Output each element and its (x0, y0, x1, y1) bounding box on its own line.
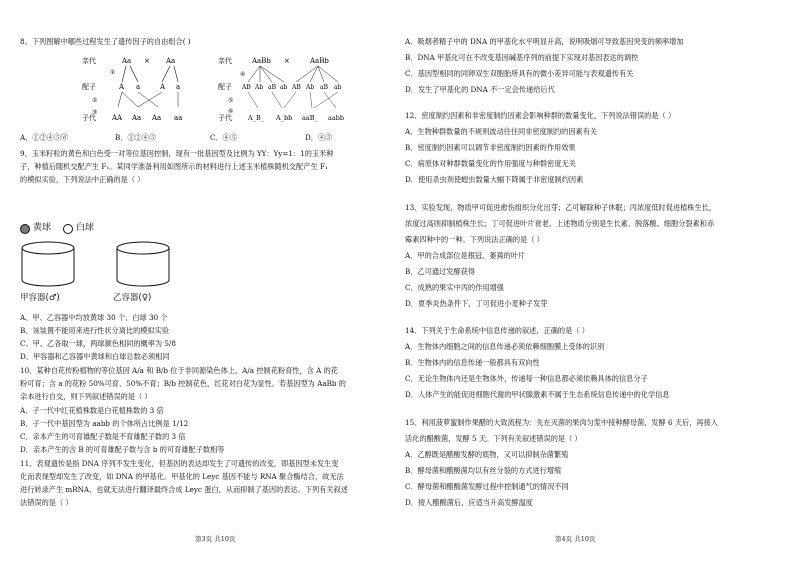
cross-sign: × (144, 57, 150, 65)
parent-label: 亲代 (82, 57, 96, 65)
question-13-stem-line: 霉素四种中的一种。下列说法正确的是（ ） (405, 235, 544, 244)
step-4: ④ (240, 71, 246, 78)
offspring: A_bb (276, 114, 293, 122)
container-a-label: 甲容器(♂) (20, 293, 60, 303)
offspring: Aa (132, 114, 142, 122)
step-6: ⑥ (228, 108, 234, 115)
question-8-stem: 8、下列图解中哪些过程发生了遗传因子的自由组合( ) (20, 37, 191, 46)
question-10-option-c[interactable]: C．亲本产生的可育雄配子数是不育雄配子数的 3 倍 (20, 432, 186, 441)
step-5: ⑤ (228, 97, 234, 104)
gamete: Ab (306, 84, 315, 91)
gamete: aB (268, 84, 276, 91)
question-11-stem-line: 化而表现型却发生了改变，如 DNA 的甲基化。甲基化的 Leyc 基因不能与 RNA 聚合酶结合，故无法 (20, 472, 344, 481)
offspring-label: 子代 (82, 114, 96, 122)
question-10-stem-line: 粉可育；含 a 的花粉 50%可育、50%不育；B/b 控制花色，红花对白花为显性。若基因型为 AaBb 的 (20, 379, 346, 388)
question-10-stem-line: 亲本进行自交，则下列叙述错误的是（ ） (20, 392, 152, 401)
question-14-option-b[interactable]: B．生物体内的信息传递一般都具有双向性 (405, 358, 540, 367)
gamete-label: 配子 (218, 83, 232, 91)
question-11-option-b[interactable]: B．DNA 甲基化可在不改变基因碱基序列的前提下实现对基因表达的调控 (405, 53, 639, 62)
offspring: aa (174, 114, 183, 122)
option-c[interactable]: C．④⑤ (210, 133, 238, 142)
question-15-option-c[interactable]: C．酵母菌和醋酸菌发酵过程中控制通气的情况不同 (405, 482, 569, 491)
gamete: AB (242, 84, 251, 91)
parent-2: AaBb (310, 57, 329, 65)
question-15-option-d[interactable]: D．接入醋酸菌后，应适当升高发酵温度 (405, 498, 533, 507)
offspring-label: 子代 (218, 114, 232, 122)
question-9-stem-line: 子，种植后随机交配产生 F₁。某同学准备利用如图所示的材料进行上述玉米植株随机交配产生 F₁ (20, 162, 328, 171)
gamete-label: 配子 (82, 83, 96, 91)
parent-1: AaBb (252, 57, 271, 65)
cross-diagram-aabb (218, 52, 358, 122)
white-ball-icon (63, 224, 73, 234)
question-10-option-a[interactable]: A．子一代中红花植株数是白花植株数的 3 倍 (20, 406, 164, 415)
question-9-option-a[interactable]: A、甲、乙容器中均放黄球 30 个、白球 30 个 (20, 313, 168, 322)
yellow-ball-label: 黄球 (33, 223, 52, 233)
parent-2: Aa (166, 57, 176, 65)
step-2: ② (92, 97, 98, 104)
question-13-stem-line: 浓度过高则抑制植株生长；丁可促进叶片衰老。上述物质分别是生长素、脱落酸、细胞分裂素和赤 (405, 219, 715, 228)
question-10-option-d[interactable]: D．亲本产生的含 B 的可育雄配子数与含 b 的可育雄配子数相等 (20, 445, 225, 454)
page-footer-right: 第4页 共10页 (555, 535, 596, 543)
container-a-cylinder (20, 240, 80, 290)
question-11-stem-line: 11、表观遗传是指 DNA 序列不发生变化，但基因的表达却发生了可遗传的改变，即基因型未发生变 (20, 459, 339, 468)
gamete: A (119, 83, 125, 91)
option-a[interactable]: A．①②④⑤⑥ (20, 133, 69, 142)
question-12-option-c[interactable]: C．病原体对种群数量变化的作用强度与种群密度无关 (405, 159, 576, 168)
gamete: a (176, 83, 181, 91)
question-9-option-c[interactable]: C、甲、乙各取一球，两球颜色相同的概率为 5/8 (20, 339, 176, 348)
gamete: AB (292, 84, 301, 91)
yellow-ball-icon (20, 224, 30, 234)
gamete: aB (320, 84, 328, 91)
gamete: A (160, 83, 166, 91)
parent-1: Aa (122, 57, 132, 65)
cross-sign: × (284, 57, 290, 65)
gamete: Ab (255, 84, 264, 91)
offspring: AA (112, 114, 123, 122)
offspring: A_B_ (248, 114, 264, 122)
question-15-stem-line: 活化的醋酸菌，发酵 5 天。下列有关叙述错误的是（ ） (405, 434, 582, 443)
offspring: aabb (328, 114, 345, 122)
page-footer-left: 第3页 共10页 (195, 535, 236, 543)
question-12-option-b[interactable]: B．密度制约因素可以调节非密度制约因素的作用效果 (405, 143, 576, 152)
option-d[interactable]: D．④⑤ (305, 133, 333, 142)
question-14-option-a[interactable]: A．生物体内细胞之间的信息传递必须依赖细胞膜上受体的识别 (405, 342, 605, 351)
ball-legend (20, 223, 94, 234)
question-11-option-d[interactable]: D．发生了甲基化的 DNA 不一定会传递给后代 (405, 85, 555, 94)
question-15-option-a[interactable]: A．乙醇既是醋酸发酵的底物，又可以抑制杂菌繁殖 (405, 450, 569, 459)
question-12-option-d[interactable]: D．使用杀虫剂使蝗虫数量大幅下降属于非密度制约因素 (405, 175, 584, 184)
question-10-option-b[interactable]: B．子一代中基因型为 aabb 的个体所占比例是 1/12 (20, 419, 189, 428)
question-13-stem-line: 13、实验发现，物质甲可促进愈伤组织分化出芽；乙可解除种子休眠；丙浓度低时促进植株生长， (405, 203, 717, 212)
question-8-options (20, 133, 400, 142)
step-3: ③ (92, 109, 98, 116)
offspring: Aa (152, 114, 162, 122)
question-14-stem: 14、下列关于生命系统中信息传递的叙述，正确的是（ ） (405, 326, 589, 335)
question-9-stem-line: 的模拟实验，下列说法中正确的是（ ） (20, 175, 145, 184)
gamete: a (136, 83, 141, 91)
container-b-label: 乙容器(♀) (113, 293, 152, 303)
question-11-stem-line: 进行转录产生 mRNA，也就无法进行翻译最终合成 Leyc 蛋白，从而抑制了基因的表达。下列有关叙述 (20, 485, 348, 494)
gamete: ab (280, 84, 288, 91)
question-13-option-a[interactable]: A．甲的合成部位是根冠、萎蔫的叶片 (405, 251, 526, 260)
question-14-option-d[interactable]: D．人体产生的能促进细胞代谢的甲状腺激素不属于生态系统信息传递中的化学信息 (405, 390, 670, 399)
question-14-option-c[interactable]: C．无论生物体内还是生物体外，传递每一种信息都必须依赖具体的信息分子 (405, 374, 648, 383)
step-1: ① (110, 69, 116, 76)
question-12-option-a[interactable]: A．生物种群数量的不规则波动往往同非密度制约的因素有关 (405, 127, 598, 136)
white-ball-label: 白球 (76, 223, 95, 233)
question-9-option-b[interactable]: B、该装置不能用来进行性状分离比的模拟实验 (20, 326, 170, 335)
question-12-stem: 12、密度制约因素和非密度制约因素会影响种群的数量变化，下列说法错误的是（ ） (405, 111, 676, 120)
parent-label: 亲代 (218, 57, 232, 65)
gamete: ab (334, 84, 342, 91)
question-13-option-b[interactable]: B．乙可通过发酵获得 (405, 267, 475, 276)
question-9-option-d[interactable]: D、甲容器和乙容器中黄球和白球总数必须相同 (20, 352, 170, 361)
question-11-stem-line: 法错误的是（ ） (20, 498, 73, 507)
question-9-stem-line: 9、玉米籽粒的黄色和白色受一对等位基因控制，现有一批基因型及比例为 YY：Yy=1：1的玉米种 (20, 149, 334, 158)
cross-diagram-aa (82, 52, 192, 122)
question-11-option-a[interactable]: A．吸烟者精子中的 DNA 的甲基化水平明显升高，说明吸烟可导致基因突变的频率增加 (405, 37, 684, 46)
question-13-option-c[interactable]: C．成熟的果实中丙的作用增强 (405, 283, 504, 292)
question-10-stem-line: 10、某种自花传粉植物的等位基因 A/a 和 B/b 位于非同源染色体上，A/a 控制花粉育性，含 A 的花 (20, 366, 338, 375)
question-15-option-b[interactable]: B．酵母菌和醋酸菌均以有丝分裂的方式进行增殖 (405, 466, 562, 475)
container-b-cylinder (115, 240, 175, 290)
offspring: aaB_ (302, 114, 318, 122)
question-11-option-c[interactable]: C．基因型相同的同卵双生双胞胎所具有的微小差异可能与表观遗传有关 (405, 69, 634, 78)
option-b[interactable]: B．①②④⑤ (115, 133, 157, 142)
question-13-option-d[interactable]: D．夏季炎热条件下，丁可促进小麦种子发芽 (405, 299, 548, 308)
question-15-stem-line: 15、利用菠萝蜜制作果醋的大致流程为：先在灭菌的果肉匀浆中接种酵母菌，发酵 6 天后，再接入 (405, 418, 718, 427)
